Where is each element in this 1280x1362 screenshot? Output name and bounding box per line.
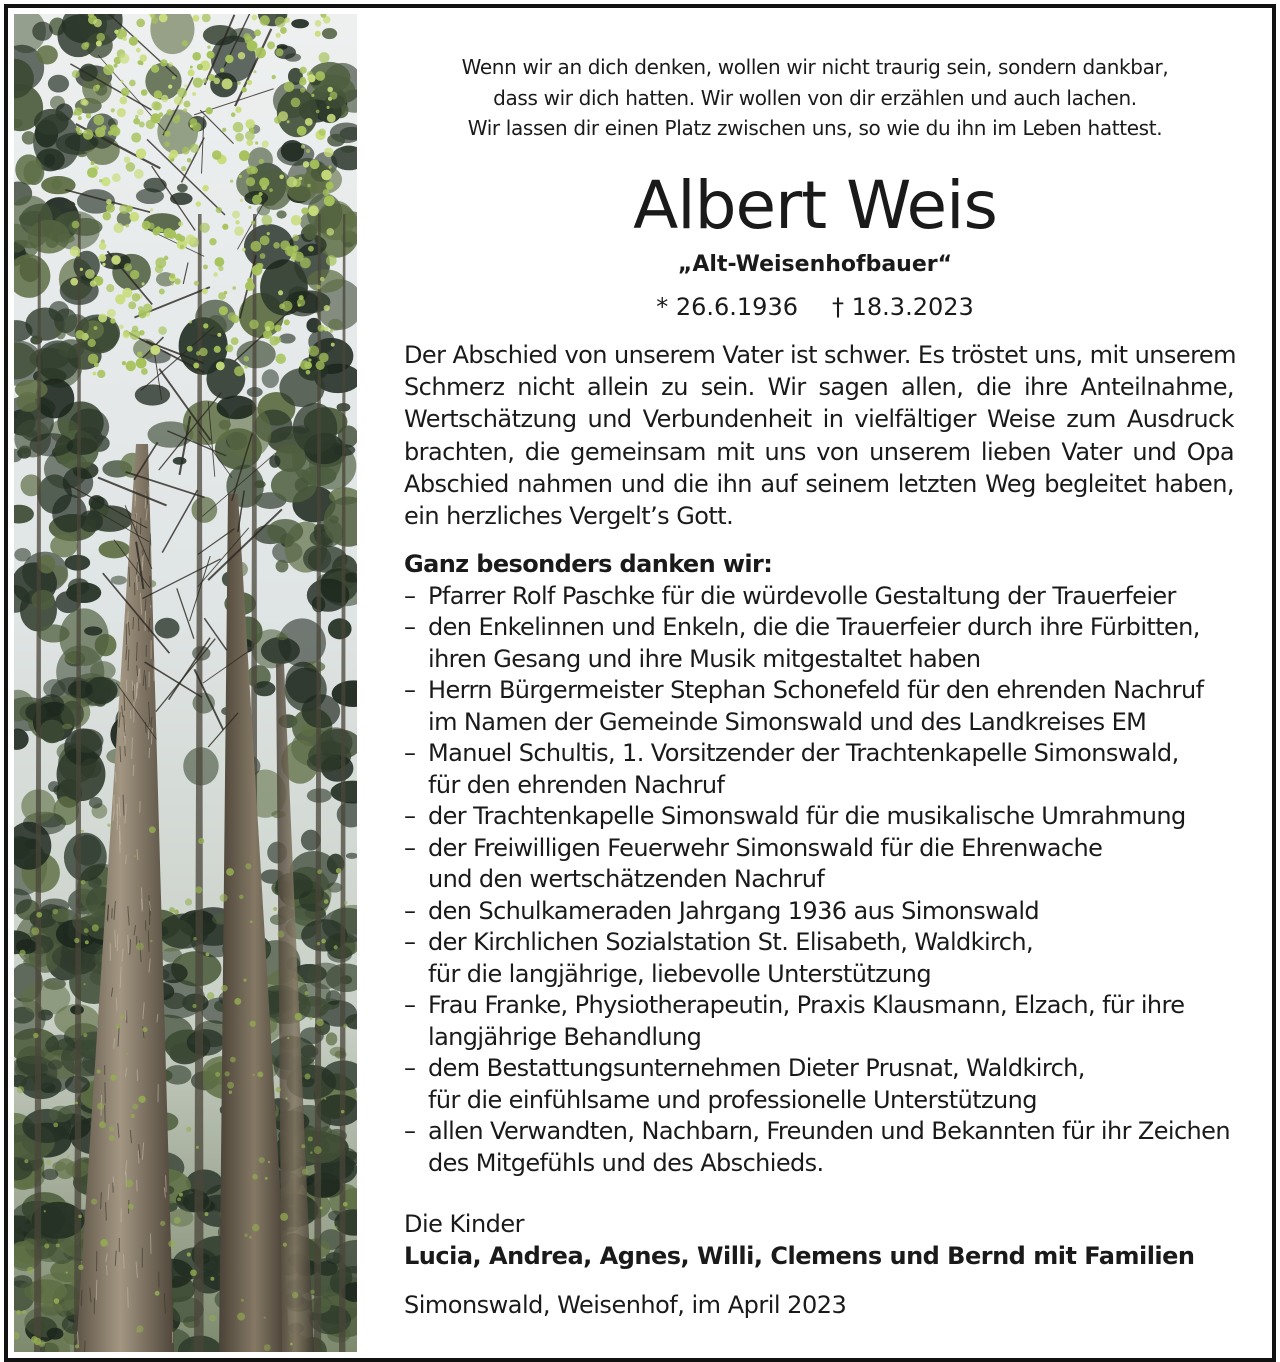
list-dash: – bbox=[404, 928, 416, 956]
special-thanks-list bbox=[404, 581, 1244, 1180]
list-dash: – bbox=[404, 802, 416, 830]
memorial-quote bbox=[358, 52, 1272, 144]
quote-line: Wir lassen dir einen Platz zwischen uns, so wie du ihn im Leben hattest. bbox=[467, 116, 1163, 140]
deceased-nickname: „Alt-Weisenhofbauer“ bbox=[677, 252, 953, 277]
thanks-item-line: des Mitgefühls und des Abschieds. bbox=[428, 1148, 824, 1177]
death-date: † 18.3.2023 bbox=[832, 293, 974, 321]
thanks-item bbox=[404, 896, 1244, 928]
quote-line: dass wir dich hatten. Wir wollen von dir erzählen und auch lachen. bbox=[493, 85, 1137, 110]
thanks-item-line: im Namen der Gemeinde Simonswald und des Landkreises EM bbox=[428, 707, 1147, 736]
list-dash: – bbox=[404, 581, 416, 610]
thanks-item-line: für die langjährige, liebevolle Unterstützung bbox=[428, 959, 931, 988]
list-dash: – bbox=[404, 896, 416, 925]
thank-you-paragraph bbox=[404, 339, 1234, 532]
list-dash: – bbox=[404, 1054, 416, 1082]
thanks-item bbox=[404, 990, 1244, 1053]
paragraph-line: Der Abschied von unserem Vater ist schwer. Es tröstet uns, mit unserem bbox=[404, 341, 1236, 369]
thanks-item-line: Manuel Schultis, 1. Vorsitzender der Trachtenkapelle Simonswald, bbox=[428, 739, 1179, 767]
thanks-item-line: langjährige Behandlung bbox=[428, 1022, 702, 1051]
notice-text bbox=[358, 8, 1272, 1358]
thanks-item bbox=[404, 738, 1244, 801]
signature-names: Lucia, Andrea, Agnes, Willi, Clemens und Bernd mit Familien bbox=[404, 1242, 1195, 1270]
signature bbox=[404, 1208, 1244, 1272]
thanks-item-line: der Trachtenkapelle Simonswald für die musikalische Umrahmung bbox=[428, 802, 1186, 830]
thanks-item-line: Frau Franke, Physiotherapeutin, Praxis Klausmann, Elzach, für ihre bbox=[428, 991, 1185, 1019]
thanks-item-line: allen Verwandten, Nachbarn, Freunden und Bekannten für ihr Zeichen bbox=[428, 1117, 1230, 1145]
thanks-item-line: ihren Gesang und ihre Musik mitgestaltet haben bbox=[428, 644, 981, 673]
obituary-notice bbox=[4, 4, 1276, 1362]
special-thanks-heading: Ganz besonders danken wir: bbox=[404, 550, 773, 578]
thanks-item-line: Herrn Bürgermeister Stephan Schonefeld für den ehrenden Nachruf bbox=[428, 676, 1204, 704]
thanks-item-line: und den wertschätzenden Nachruf bbox=[428, 865, 825, 893]
thanks-item-line: den Enkelinnen und Enkeln, die die Trauerfeier durch ihre Fürbitten, bbox=[428, 613, 1200, 641]
thanks-item-line: dem Bestattungsunternehmen Dieter Prusnat, Waldkirch, bbox=[428, 1054, 1085, 1082]
life-dates bbox=[358, 290, 1272, 324]
paragraph-line: Wertschätzung und Verbundenheit in vielfältiger Weise zum Ausdruck bbox=[404, 405, 1234, 434]
thanks-item bbox=[404, 1116, 1244, 1179]
list-dash: – bbox=[404, 613, 416, 641]
paragraph-line: brachten, die gemeinsam mit uns von unserem lieben Vater und Opa bbox=[404, 437, 1234, 466]
list-dash: – bbox=[404, 991, 416, 1019]
list-dash: – bbox=[404, 833, 416, 862]
thanks-item bbox=[404, 1053, 1244, 1116]
thanks-item-line: Pfarrer Rolf Paschke für die würdevolle Gestaltung der Trauerfeier bbox=[428, 581, 1176, 610]
special-thanks bbox=[404, 549, 1244, 1179]
thanks-item-line: für die einfühlsame und professionelle Unterstützung bbox=[428, 1085, 1037, 1114]
paragraph-line: Schmerz nicht allein zu sein. Wir sagen allen, die ihre Anteilnahme, bbox=[404, 373, 1234, 402]
paragraph-line: Abschied nahmen und die ihn auf seinem letzten Weg begleitet haben, bbox=[404, 469, 1234, 498]
thanks-item-line: für den ehrenden Nachruf bbox=[428, 770, 725, 799]
list-dash: – bbox=[404, 1117, 416, 1145]
paragraph-line: ein herzliches Vergelt’s Gott. bbox=[404, 502, 734, 531]
list-dash: – bbox=[404, 676, 416, 704]
thanks-item bbox=[404, 801, 1244, 833]
signature-intro: Die Kinder bbox=[404, 1210, 525, 1238]
quote-line: Wenn wir an dich denken, wollen wir nicht traurig sein, sondern dankbar, bbox=[461, 55, 1169, 79]
thanks-item bbox=[404, 581, 1244, 613]
thanks-item-line: der Freiwilligen Feuerwehr Simonswald für die Ehrenwache bbox=[428, 833, 1103, 862]
thanks-item bbox=[404, 675, 1244, 738]
birth-date: * 26.6.1936 bbox=[656, 293, 798, 321]
thanks-item bbox=[404, 612, 1244, 675]
thanks-item-line: der Kirchlichen Sozialstation St. Elisabeth, Waldkirch, bbox=[428, 928, 1034, 956]
list-dash: – bbox=[404, 739, 416, 767]
forest-photo bbox=[14, 14, 357, 1352]
deceased-name: Albert Weis bbox=[633, 167, 997, 244]
place-and-date: Simonswald, Weisenhof, im April 2023 bbox=[404, 1291, 847, 1319]
thanks-item bbox=[404, 927, 1244, 990]
thanks-item-line: den Schulkameraden Jahrgang 1936 aus Simonswald bbox=[428, 896, 1040, 925]
thanks-item bbox=[404, 833, 1244, 896]
forest-image bbox=[14, 14, 357, 1352]
